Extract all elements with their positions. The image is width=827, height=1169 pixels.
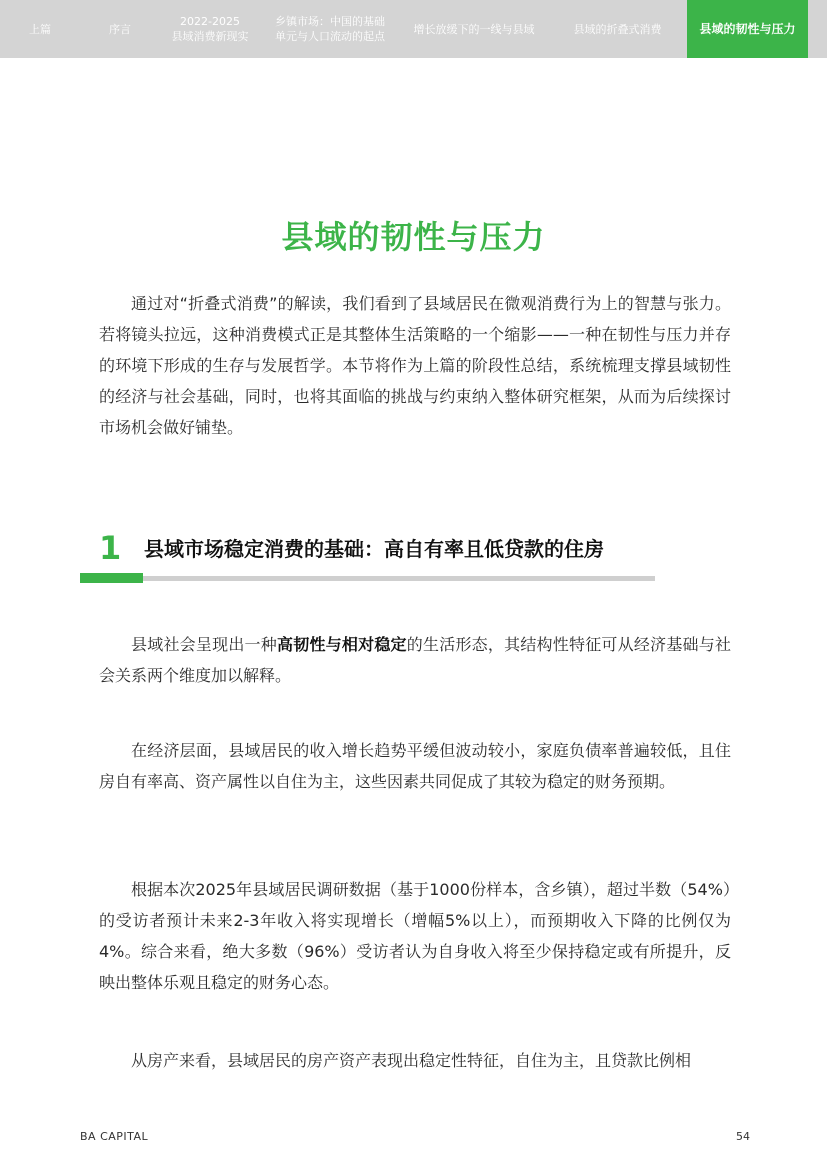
tab-2022-2025[interactable] (160, 0, 260, 58)
tab-label-line2: 单元与人口流动的起点 (275, 30, 385, 43)
page-title: 县域的韧性与压力 (281, 218, 546, 256)
tab-label: 县域的韧性与压力 (699, 21, 796, 36)
tab-growth-slowdown[interactable] (400, 0, 548, 58)
top-navigation (0, 0, 827, 58)
tab-label: 县域的折叠式消费 (573, 22, 662, 36)
page-number: 54 (736, 1130, 750, 1143)
tab-label: 增长放缓下的一线与县域 (413, 22, 535, 36)
section-underline-accent (80, 573, 143, 583)
footer-brand: BA CAPITAL (80, 1130, 149, 1143)
tab-label-line1: 乡镇市场：中国的基础 (275, 15, 385, 28)
intro-paragraph: 通过对“折叠式消费”的解读，我们看到了县域居民在微观消费行为上的智慧与张力。若将镜头拉远，这种消费模式正是其整体生活策略的一个缩影——一种在韧性与压力并存的环境下形成的生存与发展哲学。本节将作为上篇的阶段性总结，系统梳理支撑县域韧性的经济与社会基础，同时，也将其面临的挑战与约束纳入整体研究框架，从而为后续探讨市场机会做好铺垫。 (99, 294, 731, 437)
tab-preface[interactable] (80, 0, 160, 58)
body-paragraph-4: 从房产来看，县域居民的房产资产表现出稳定性特征，自住为主，且贷款比例相 (131, 1051, 692, 1070)
body-paragraph-2: 在经济层面，县域居民的收入增长趋势平缓但波动较小，家庭负债率普遍较低，且住房自有率高、资产属性以自住为主，这些因素共同促成了其较为稳定的财务预期。 (99, 741, 731, 791)
tab-label-line1: 2022-2025 (180, 15, 240, 28)
tab-label-line2: 县域消费新现实 (171, 30, 249, 43)
tab-label: 上篇 (29, 22, 51, 36)
section-number: 1 (99, 529, 122, 567)
tab-resilience-pressure[interactable] (687, 0, 808, 58)
section-heading (80, 526, 655, 586)
section-title: 县域市场稳定消费的基础：高自有率且低贷款的住房 (144, 537, 604, 561)
tab-label: 序言 (109, 22, 131, 36)
tab-folded-consumption[interactable] (548, 0, 687, 58)
section-underline (80, 576, 655, 581)
paragraph-text: 的生活形态，其结构性特征可从经济基础与社会关系两个维度加以解释。 (99, 635, 731, 685)
body-paragraph-3: 根据本次2025年县域居民调研数据（基于1000份样本，含乡镇），超过半数（54%）的受访者预计未来2-3年收入将实现增长（增幅5%以上），而预期收入下降的比例仅为4%。综合来看，绝大多数（96%）受访者认为自身收入将至少保持稳定或有所提升，反映出整体乐观且稳定的财务心态。 (99, 880, 731, 992)
emphasis-text: 高韧性与相对稳定 (277, 635, 407, 654)
tab-shangpian[interactable] (0, 0, 80, 58)
tab-township-market[interactable] (260, 0, 400, 58)
paragraph-text: 县域社会呈现出一种 (131, 635, 277, 654)
body-paragraph-1 (99, 629, 731, 691)
